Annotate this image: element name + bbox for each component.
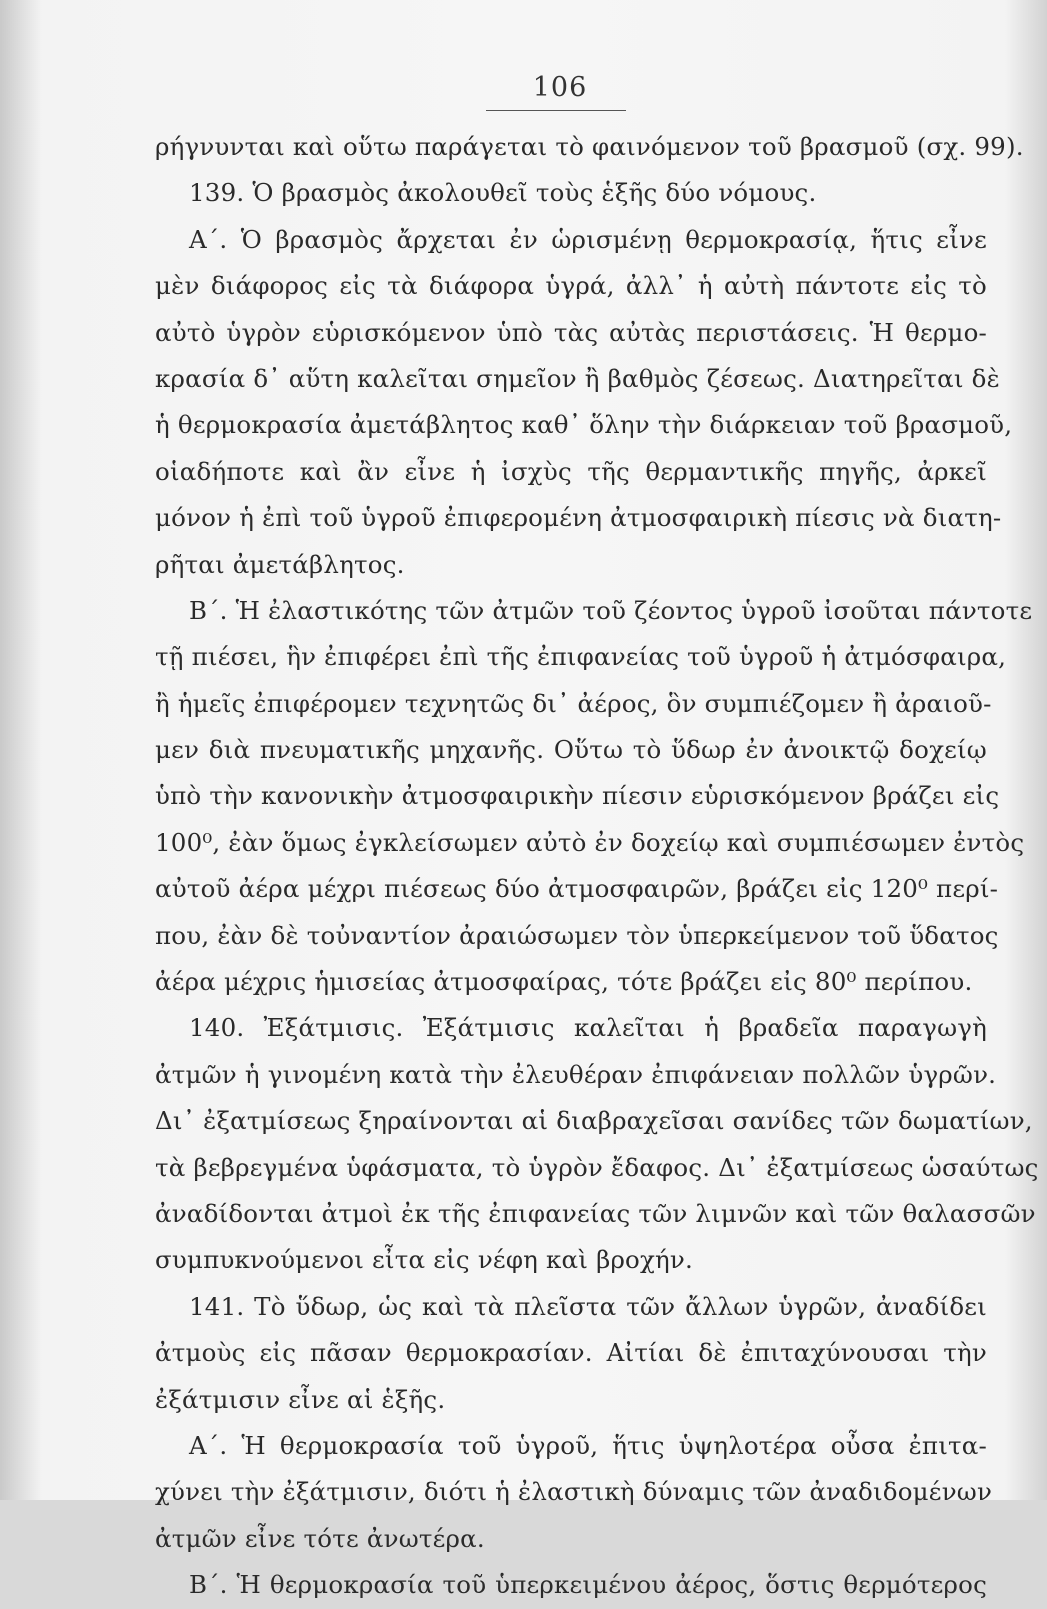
text-line: ἐξάτμισιν εἶνε αἱ ἑξῆς. [155,1384,446,1414]
text-line: ἀναδίδονται ἀτμοὶ ἐκ τῆς ἐπιφανείας τῶν λιμνῶν καὶ τῶν θαλασσῶν [155,1198,1036,1228]
text-line: που, ἐὰν δὲ τοὐναντίον ἀραιώσωμεν τὸν ὑπερκείμενον τοῦ ὕδατος [155,920,999,950]
text-line: Α΄. Ἡ θερμοκρασία τοῦ ὑγροῦ, ἥτις ὑψηλοτέρα οὖσα ἐπιτα- [189,1430,987,1460]
text-line: Β΄. Ἡ θερμοκρασία τοῦ ὑπερκειμένου ἀέρος, ὅστις θερμότερος [189,1570,987,1600]
header-rule [486,110,626,111]
text-line: χύνει τὴν ἐξάτμισιν, διότι ἡ ἐλαστικὴ δύναμις τῶν ἀναδιδομένων [155,1477,993,1507]
text-line: μεν διὰ πνευματικῆς μηχανῆς. Οὕτω τὸ ὕδωρ ἐν ἀνοικτῷ δοχείῳ [155,735,987,765]
text-line: ἀτμῶν εἶνε τότε ἀνωτέρα. [155,1523,485,1553]
text-line: οἱαδήποτε καὶ ἂν εἶνε ἡ ἰσχὺς τῆς θερμαντικῆς πηγῆς, ἀρκεῖ [155,456,987,486]
text-line: 100⁰, ἐὰν ὅμως ἐγκλείσωμεν αὐτὸ ἐν δοχείῳ καὶ συμπιέσωμεν ἐντὸς [155,827,1025,857]
text-line: 140. Ἐξάτμισις. Ἐξάτμισις καλεῖται ἡ βραδεῖα παραγωγὴ [189,1013,987,1043]
text-line: ἢ ἡμεῖς ἐπιφέρομεν τεχνητῶς δι᾽ ἀέρος, ὃν συμπιέζομεν ἢ ἀραιοῦ- [155,688,992,718]
body-text [155,124,1039,1609]
text-line: συμπυκνούμενοι εἶτα εἰς νέφη καὶ βροχήν. [155,1245,694,1275]
text-line: ἀτμοὺς εἰς πᾶσαν θερμοκρασίαν. Αἰτίαι δὲ ἐπιταχύνουσαι τὴν [155,1338,987,1368]
text-line: 141. Τὸ ὕδωρ, ὡς καὶ τὰ πλεῖστα τῶν ἄλλων ὑγρῶν, ἀναδίδει [189,1291,987,1321]
text-line: τὰ βεβρεγμένα ὑφάσματα, τὸ ὑγρὸν ἔδαφος. Δι᾽ ἐξατμίσεως ὡσαύτως [155,1152,1039,1182]
text-line: Δι᾽ ἐξατμίσεως ξηραίνονται αἱ διαβραχεῖσαι σανίδες τῶν δωματίων, [155,1106,1033,1136]
page-number: 106 [532,72,588,103]
text-line: ρήγνυνται καὶ οὕτω παράγεται τὸ φαινόμενον τοῦ βρασμοῦ (σχ. 99). [155,132,1024,161]
text-line: ἀέρα μέχρις ἡμισείας ἀτμοσφαίρας, τότε βράζει εἰς 80⁰ περίπου. [155,967,973,997]
text-line: Α΄. Ὁ βρασμὸς ἄρχεται ἐν ὡρισμένῃ θερμοκρασίᾳ, ἥτις εἶνε [189,224,987,254]
text-line: μόνον ἡ ἐπὶ τοῦ ὑγροῦ ἐπιφερομένη ἀτμοσφαιρικὴ πίεσις νὰ διατη- [155,503,1002,533]
text-line: ἡ θερμοκρασία ἀμετάβλητος καθ᾽ ὅλην τὴν διάρκειαν τοῦ βρασμοῦ, [155,410,1013,440]
text-line: τῇ πιέσει, ἣν ἐπιφέρει ἐπὶ τῆς ἐπιφανείας τοῦ ὑγροῦ ἡ ἀτμόσφαιρα, [155,642,1007,672]
text-line: αὐτοῦ ἀέρα μέχρι πιέσεως δύο ἀτμοσφαιρῶν, βράζει εἰς 120⁰ περί- [155,874,999,904]
text-line: ἀτμῶν ἡ γινομένη κατὰ τὴν ἐλευθέραν ἐπιφάνειαν πολλῶν ὑγρῶν. [155,1059,997,1089]
text-line: αὐτὸ ὑγρὸν εὑρισκόμενον ὑπὸ τὰς αὐτὰς περιστάσεις. Ἡ θερμο- [155,317,987,347]
text-line: κρασία δ᾽ αὕτη καλεῖται σημεῖον ἢ βαθμὸς ζέσεως. Διατηρεῖται δὲ [155,363,1000,393]
text-line: μὲν διάφορος εἰς τὰ διάφορα ὑγρά, ἀλλ᾽ ἡ αὐτὴ πάντοτε εἰς τὸ [155,271,987,301]
text-line: Β΄. Ἡ ἐλαστικότης τῶν ἀτμῶν τοῦ ζέοντος ὑγροῦ ἰσοῦται πάντοτε [189,595,1033,625]
text-line: ὑπὸ τὴν κανονικὴν ἀτμοσφαιρικὴν πίεσιν εὑρισκόμενον βράζει εἰς [155,781,1000,811]
text-line: ρῆται ἀμετάβλητος. [155,549,405,579]
text-line: 139. Ὁ βρασμὸς ἀκολουθεῖ τοὺς ἑξῆς δύο νόμους. [189,178,817,208]
